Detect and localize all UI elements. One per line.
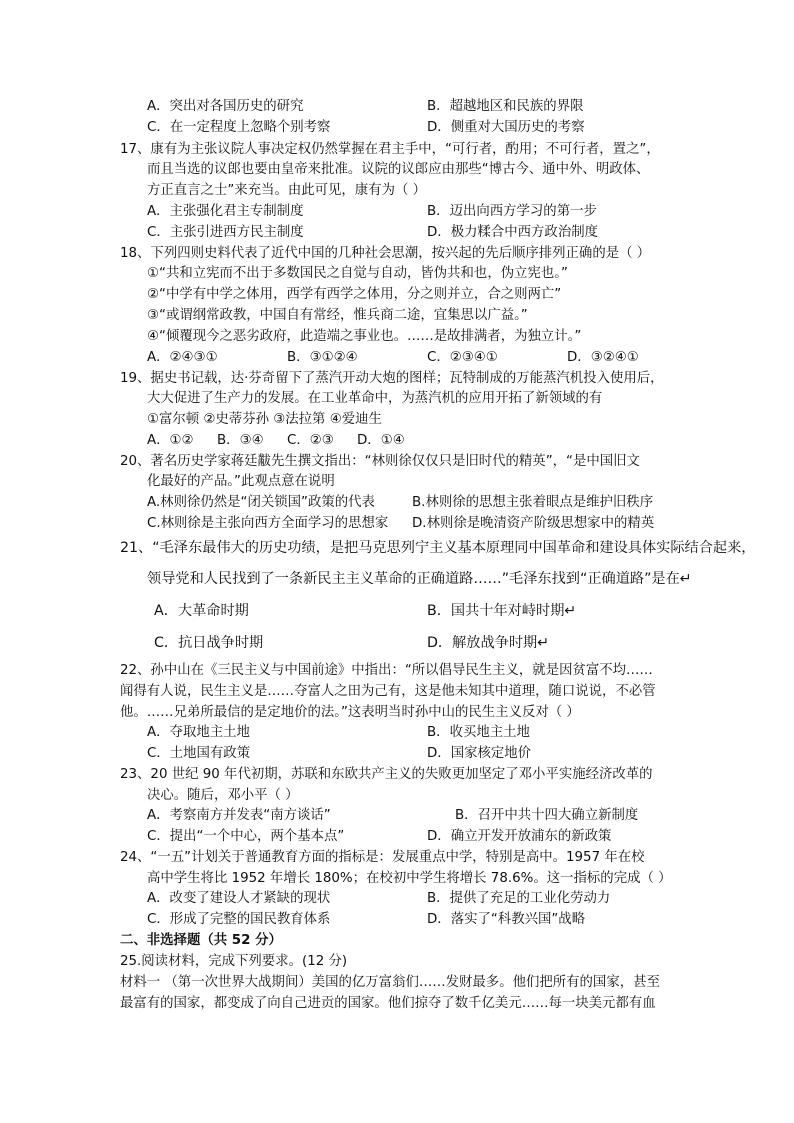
q21-option-d: D．解放战争时期↵ (427, 635, 550, 651)
q17-option-a: A．主张强化君主专制制度 (147, 204, 304, 219)
q18-stem: 18、下列四则史料代表了近代中国的几种社会思潮，按兴起的先后顺序排列正确的是（ ） (120, 246, 651, 261)
q18-item-3: ③“或谓纲常政教，中国自有常经，惟兵商二途，宜集思以广益。” (147, 308, 528, 323)
q23-option-c: C．提出“一个中心，两个基本点” (147, 829, 345, 844)
q24-option-b: B．提供了充足的工业化劳动力 (427, 891, 611, 906)
q17-option-d: D．极力糅合中西方政治制度 (427, 225, 598, 240)
q24-option-c: C．形成了完整的国民教育体系 (147, 912, 331, 927)
q22-option-d: D．国家核定地价 (427, 746, 532, 761)
q25-material-line-1: 材料一 （第一次世界大战期间）美国的亿万富翁们……发财最多。他们把所有的国家，甚至 (120, 975, 660, 990)
q16-option-a: A．突出对各国历史的研究 (147, 99, 304, 114)
q20-stem-line-1: 20、著名历史学家蒋廷黻先生撰文指出：“林则徐仅仅只是旧时代的精英”，“是中国旧文 (120, 454, 640, 469)
q19-items: ①富尔顿 ②史蒂芬孙 ③法拉第 ④爱迪生 (147, 412, 382, 427)
q22-option-a: A．夺取地主土地 (147, 725, 250, 740)
q24-option-d: D．落实了“科教兴国”战略 (427, 912, 586, 927)
q21-stem-line-1: 21、“毛泽东最伟大的历史功绩，是把马克思列宁主义基本原理同中国革命和建设具体实际结合起来， (120, 540, 756, 556)
q23-stem-line-1: 23、20 世纪 90 年代初期，苏联和东欧共产主义的失败更加坚定了邓小平实施经济改革的 (120, 767, 653, 782)
q24-stem-line-2: 高中学生将比 1952 年增长 180%；在校初中学生将增长 78.6%。这一指标的完成（ ） (147, 871, 672, 886)
q17-stem-line-2: 而且当选的议郎也要由皇帝来批准。议院的议郎应由那些“博古今、通中外、明政体、 (147, 162, 650, 177)
section-heading: 二、非选择题（共 52 分） (120, 933, 282, 948)
q18-item-4: ④“倾覆现今之恶劣政府，此造端之事业也。……是故排满者，为独立计。” (147, 329, 582, 344)
q19-option-d: D．①④ (357, 433, 405, 448)
q16-option-c: C．在一定程度上忽略个别考察 (147, 120, 331, 135)
q24-stem-line-1: 24、“一五”计划关于普通教育方面的指标是：发展重点中学，特别是高中。1957 年在校 (120, 850, 645, 865)
q24-option-a: A．改变了建设人才紧缺的现状 (147, 891, 331, 906)
q19-option-c: C．②③ (287, 433, 334, 448)
q19-option-a: A．①② (147, 433, 194, 448)
q23-option-d: D．确立开发开放浦东的新政策 (427, 829, 612, 844)
q22-option-c: C．土地国有政策 (147, 746, 251, 761)
q17-stem-line-1: 17、康有为主张议院人事决定权仍然掌握在君主手中，“可行者，酌用；不可行者，置之”， (120, 142, 660, 157)
q21-option-c: C．抗日战争时期 (154, 635, 264, 651)
q22-stem-line-2: 闻得有人说，民生主义是……夺富人之田为己有，这是他未知其中道理，随口说说，不必管 (120, 684, 656, 699)
q22-stem-line-3: 他。……兄弟所最信的是定地价的法。”这表明当时孙中山的民生主义反对（ ） (120, 705, 580, 720)
q20-option-d: D.林则徐是晚清资产阶级思想家中的精英 (412, 516, 655, 531)
q18-item-2: ②“中学有中学之体用，西学有西学之体用，分之则并立，合之则两亡” (147, 287, 562, 302)
q16-option-d: D．侧重对大国历史的考察 (427, 120, 585, 135)
q18-option-d: D．③②④① (567, 350, 639, 365)
q17-option-c: C．主张引进西方民主制度 (147, 225, 304, 240)
q19-stem-line-1: 19、据史书记载，达·芬奇留下了蒸汽开动大炮的图样；瓦特制成的万能蒸汽机投入使用后， (120, 371, 664, 386)
q17-option-b: B．迈出向西方学习的第一步 (427, 204, 597, 219)
q20-option-a: A.林则徐仍然是“闭关锁国”政策的代表 (147, 495, 375, 510)
q18-option-b: B．③①②④ (287, 350, 358, 365)
q22-option-b: B．收买地主土地 (427, 725, 530, 740)
q20-option-c: C.林则徐是主张向西方全面学习的思想家 (147, 516, 389, 531)
q19-stem-line-2: 大大促进了生产力的发展。在工业革命中，为蒸汽机的应用开拓了新领域的有 (147, 391, 603, 406)
q20-option-b: B.林则徐的思想主张着眼点是维护旧秩序 (412, 495, 654, 510)
q20-stem-line-2: 化最好的产品。”此观点意在说明 (147, 474, 335, 489)
q23-option-b: B．召开中共十四大确立新制度 (455, 808, 639, 823)
q17-stem-line-3: 方正直言之士”来充当。由此可见，康有为（ ） (147, 183, 427, 198)
q25-material-line-2: 最富有的国家，都变成了向自己进贡的国家。他们掠夺了数千亿美元……每一块美元都有血 (120, 996, 656, 1011)
q22-stem-line-1: 22、孙中山在《三民主义与中国前途》中指出：“所以倡导民生主义，就是因贫富不均…… (120, 663, 653, 678)
q21-stem-line-2: 领导党和人民找到了一条新民主主义革命的正确道路……”毛泽东找到“正确道路”是在↵ (147, 571, 692, 587)
q25-stem: 25.阅读材料，完成下列要求。(12 分) (120, 954, 348, 969)
q18-item-1: ①“共和立宪而不出于多数国民之自觉与自动，皆伪共和也，伪立宪也。” (147, 266, 568, 281)
q18-option-a: A．②④③① (147, 350, 218, 365)
q18-option-c: C．②③④① (427, 350, 498, 365)
q23-option-a: A．考察南方并发表“南方谈话” (147, 808, 331, 823)
q21-option-b: B．国共十年对峙时期↵ (427, 603, 577, 619)
q21-option-a: A．大革命时期 (154, 603, 249, 619)
q16-option-b: B．超越地区和民族的界限 (427, 99, 584, 114)
q19-option-b: B．③④ (217, 433, 264, 448)
q23-stem-line-2: 决心。随后，邓小平（ ） (147, 788, 299, 803)
